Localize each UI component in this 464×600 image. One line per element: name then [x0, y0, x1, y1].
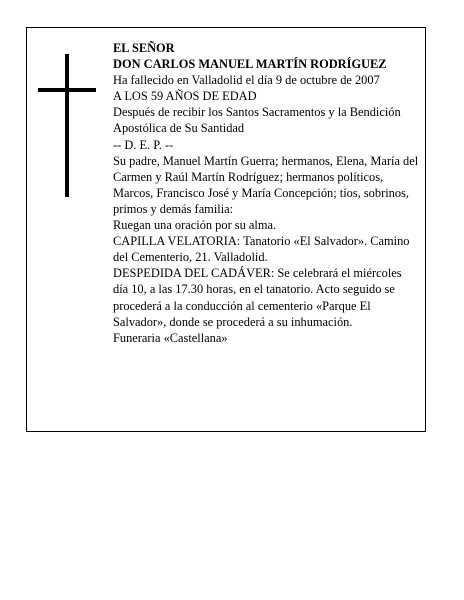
death-line: Ha fallecido en Valladolid el día 9 de octubre de 2007: [113, 73, 380, 88]
obituary-text: [113, 40, 419, 346]
prayer-line: Ruegan una oración por su alma.: [113, 218, 277, 233]
cross-horizontal-bar: [38, 88, 96, 92]
family-paragraph: Su padre, Manuel Martín Guerra; hermanos, Elena, María del Carmen y Raúl Martín Rodríguez; hermanos políticos, Marcos, Francisco José y María Concepción; tíos, sobrinos, primos y demás familia:: [113, 153, 419, 216]
farewell-paragraph: DESPEDIDA DEL CADÁVER: Se celebrará el miércoles día 10, a las 17.30 horas, en el tanatorio. Acto seguido se procederá a la conducción al cementerio «Parque El Salvador», donde se procederá a su inhumación.: [113, 266, 402, 329]
honorific: EL SEÑOR: [113, 41, 175, 55]
age-line: A LOS 59 AÑOS DE EDAD: [113, 89, 257, 104]
sacraments-line: Después de recibir los Santos Sacramentos y la Bendición Apostólica de Su Santidad: [113, 105, 401, 136]
deceased-name: DON CARLOS MANUEL MARTÍN RODRÍGUEZ: [113, 57, 387, 72]
chapel-paragraph: CAPILLA VELATORIA: Tanatorio «El Salvador». Camino del Cementerio, 21. Valladolid.: [113, 234, 410, 265]
rip-line: -- D. E. P. --: [113, 137, 174, 152]
cross-vertical-bar: [65, 54, 69, 197]
funeral-home: Funeraria «Castellana»: [113, 330, 228, 345]
cross-icon: [38, 54, 96, 197]
